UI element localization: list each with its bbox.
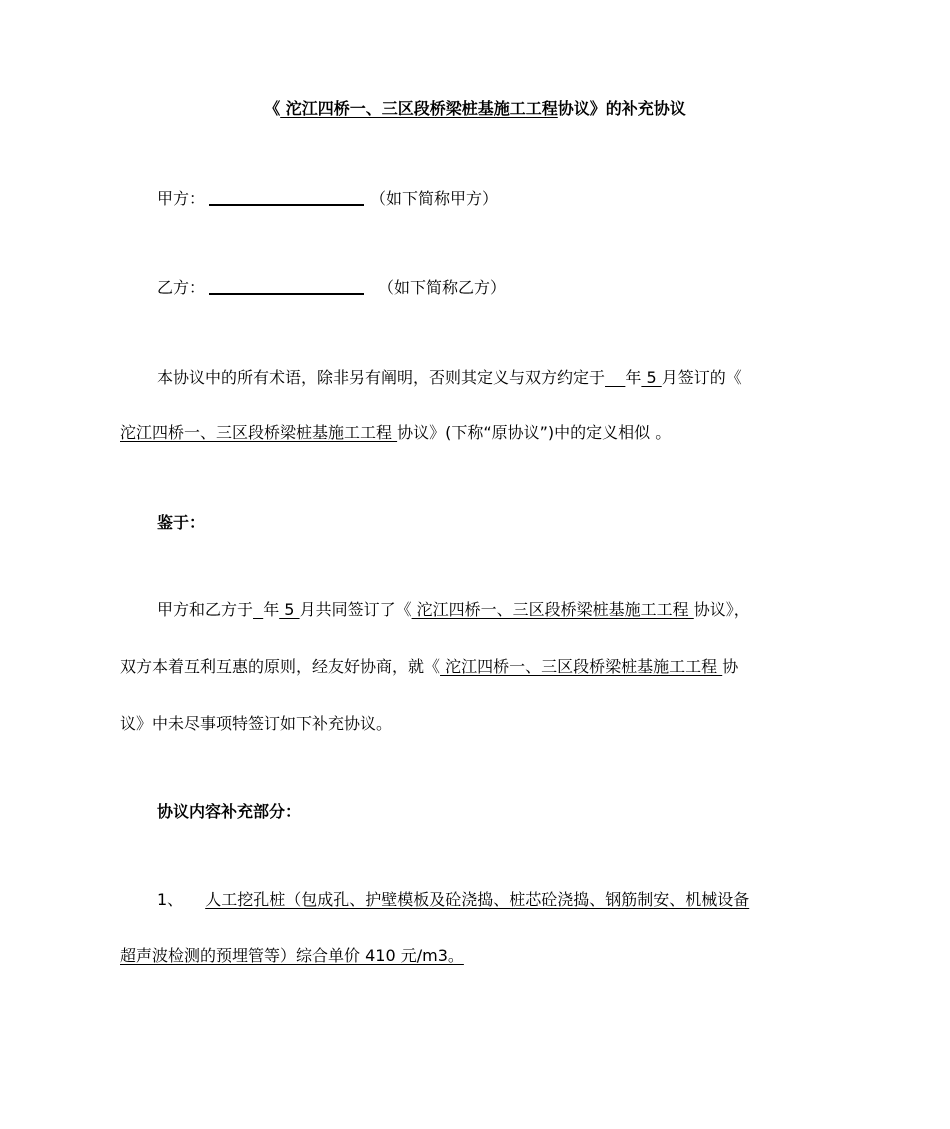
title-open: 《 xyxy=(264,99,281,118)
intro-year-label: 年 xyxy=(625,368,642,387)
recital-project-name: 沱江四桥一、三区段桥梁桩基施工工程 xyxy=(411,600,694,619)
whereas-heading: 鉴于： xyxy=(157,513,206,532)
party-a-line xyxy=(157,187,498,211)
recital-project-name-2: 沱江四桥一、三区段桥梁桩基施工工程 xyxy=(440,657,723,676)
party-b-note: （如下简称乙方） xyxy=(378,278,507,297)
document-title xyxy=(0,97,950,121)
supplement-heading: 协议内容补充部分： xyxy=(157,802,302,821)
recital-text-e: 协 xyxy=(722,657,739,676)
recital-line-2 xyxy=(120,655,738,679)
intro-month-value: 5 xyxy=(641,368,662,387)
intro-text: 本协议中的所有术语，除非另有阐明，否则其定义与双方约定于 xyxy=(157,368,606,387)
party-b-label: 乙方： xyxy=(157,278,206,297)
recital-month-value: 5 xyxy=(279,600,300,619)
recital-year-label: 年 xyxy=(263,600,280,619)
party-b-line xyxy=(157,276,506,300)
recital-year-blank xyxy=(253,600,263,619)
item-1-line-2: 超声波检测的预埋管等）综合单价 410 元/m3。 xyxy=(120,946,464,965)
recital-line-3: 议》中未尽事项特签订如下补充协议。 xyxy=(120,714,393,733)
recital-line-1 xyxy=(157,598,750,622)
intro-line-1 xyxy=(157,366,742,390)
party-a-note: （如下简称甲方） xyxy=(370,189,499,208)
title-project-name: 沱江四桥一、三区段桥梁桩基施工工程 xyxy=(280,99,558,118)
party-a-label: 甲方： xyxy=(157,189,206,208)
recital-text: 甲方和乙方于 xyxy=(157,600,254,619)
intro-project-name: 沱江四桥一、三区段桥梁桩基施工工程 xyxy=(120,423,398,442)
party-b-blank xyxy=(209,277,364,295)
item-1-line-1 xyxy=(157,888,749,912)
party-a-blank xyxy=(209,188,364,206)
title-rest: 协议》的补充协议 xyxy=(557,99,686,118)
intro-text-c: 协议》(下称“原协议”)中的定义相似 。 xyxy=(397,423,672,442)
recital-text-b: 月共同签订了《 xyxy=(299,600,412,619)
recital-text-c: 协议》， xyxy=(693,600,750,619)
recital-text-d: 双方本着互利互惠的原则，经友好协商，就《 xyxy=(120,657,441,676)
item-1-text: 人工挖孔桩（包成孔、护壁模板及砼浇捣、桩芯砼浇捣、钢筋制安、机械设备 xyxy=(205,890,750,909)
intro-line-2 xyxy=(120,421,671,445)
intro-text-b: 月签订的《 xyxy=(661,368,742,387)
intro-year-blank xyxy=(605,368,625,387)
item-1-number: 1、 xyxy=(157,890,184,909)
